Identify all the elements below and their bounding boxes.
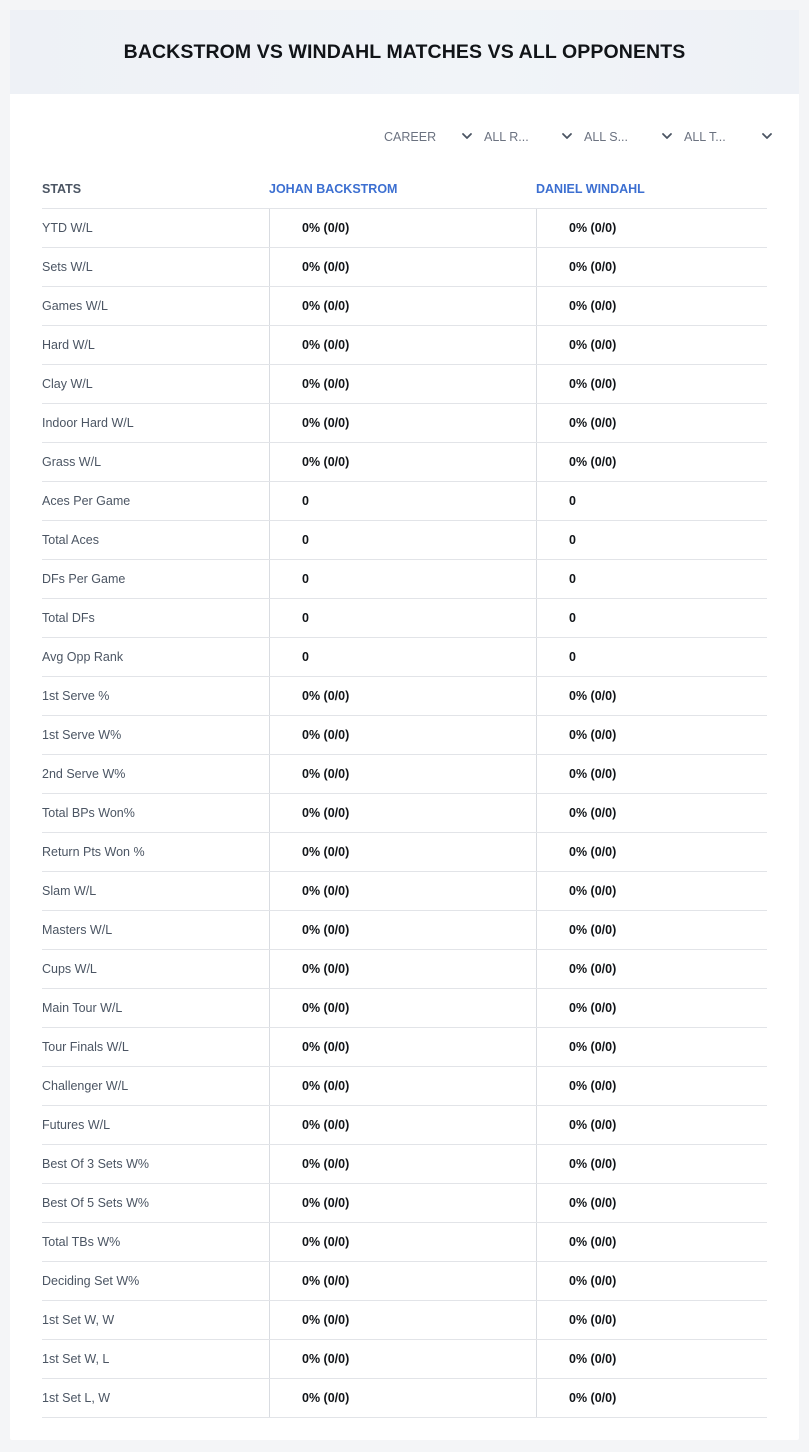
table-row — [42, 950, 767, 989]
player2-stat-value: 0% (0/0) — [536, 1262, 767, 1300]
player1-stat-value: 0 — [269, 638, 536, 676]
player1-stat-value: 0% (0/0) — [269, 1262, 536, 1300]
stat-label: Main Tour W/L — [42, 1001, 123, 1015]
player2-stat-value: 0% (0/0) — [536, 287, 767, 325]
stat-label: Total TBs W% — [42, 1235, 121, 1249]
player1-stat-value: 0 — [269, 482, 536, 520]
player2-stat-value: 0% (0/0) — [536, 1340, 767, 1378]
player1-stat-value: 0 — [269, 560, 536, 598]
player2-stat-value: 0% (0/0) — [536, 1379, 767, 1417]
stat-label: Aces Per Game — [42, 494, 131, 508]
table-row — [42, 248, 767, 287]
stat-label: 1st Set L, W — [42, 1391, 111, 1405]
player1-stat-value: 0% (0/0) — [269, 1379, 536, 1417]
player2-stat-value: 0% (0/0) — [536, 1223, 767, 1261]
stat-label: Games W/L — [42, 299, 108, 313]
table-header — [42, 170, 767, 208]
player2-stat-value: 0 — [536, 521, 767, 559]
player1-stat-value: 0% (0/0) — [269, 755, 536, 793]
filter-period-label: CAREER — [384, 130, 437, 144]
chevron-down-icon — [461, 130, 473, 142]
stat-label: Cups W/L — [42, 962, 97, 976]
player2-stat-value: 0% (0/0) — [536, 833, 767, 871]
table-row — [42, 872, 767, 911]
stat-label: Total DFs — [42, 611, 95, 625]
filter-round[interactable] — [475, 127, 575, 147]
player2-stat-value: 0% (0/0) — [536, 1028, 767, 1066]
player1-stat-value: 0% (0/0) — [269, 248, 536, 286]
player1-stat-value: 0% (0/0) — [269, 677, 536, 715]
stat-label: Avg Opp Rank — [42, 650, 124, 664]
table-row — [42, 989, 767, 1028]
filter-round-label: ALL R... — [484, 130, 529, 144]
stat-label: Slam W/L — [42, 884, 97, 898]
stat-label: DFs Per Game — [42, 572, 126, 586]
player2-stat-value: 0% (0/0) — [536, 326, 767, 364]
player1-stat-value: 0% (0/0) — [269, 326, 536, 364]
player1-column-header[interactable]: JOHAN BACKSTROM — [269, 182, 398, 196]
player2-stat-value: 0 — [536, 560, 767, 598]
player1-stat-value: 0% (0/0) — [269, 1067, 536, 1105]
table-row — [42, 482, 767, 521]
table-row — [42, 755, 767, 794]
table-row — [42, 1184, 767, 1223]
player2-stat-value: 0% (0/0) — [536, 1145, 767, 1183]
filter-surface-label: ALL S... — [584, 130, 629, 144]
player1-stat-value: 0% (0/0) — [269, 404, 536, 442]
card-header — [10, 10, 799, 94]
stat-label: Best Of 5 Sets W% — [42, 1196, 149, 1210]
player2-stat-value: 0% (0/0) — [536, 794, 767, 832]
table-row — [42, 911, 767, 950]
chevron-down-icon — [561, 130, 573, 142]
table-row — [42, 209, 767, 248]
player1-stat-value: 0% (0/0) — [269, 872, 536, 910]
player2-stat-value: 0% (0/0) — [536, 677, 767, 715]
player1-stat-value: 0% (0/0) — [269, 989, 536, 1027]
player1-stat-value: 0% (0/0) — [269, 1223, 536, 1261]
table-row — [42, 677, 767, 716]
player2-stat-value: 0% (0/0) — [536, 1301, 767, 1339]
player2-stat-value: 0 — [536, 638, 767, 676]
page-title: BACKSTROM VS WINDAHL MATCHES VS ALL OPPONENTS — [123, 40, 686, 63]
player1-stat-value: 0 — [269, 521, 536, 559]
stat-label: Tour Finals W/L — [42, 1040, 129, 1054]
stat-label: 1st Serve % — [42, 689, 110, 703]
player1-stat-value: 0% (0/0) — [269, 794, 536, 832]
player2-stat-value: 0 — [536, 482, 767, 520]
stat-label: Futures W/L — [42, 1118, 111, 1132]
player1-stat-value: 0% (0/0) — [269, 1184, 536, 1222]
stats-column-header: STATS — [42, 182, 82, 196]
player2-stat-value: 0% (0/0) — [536, 404, 767, 442]
stat-label: 1st Set W, W — [42, 1313, 115, 1327]
table-row — [42, 716, 767, 755]
filter-tournament-label: ALL T... — [684, 130, 726, 144]
player2-stat-value: 0% (0/0) — [536, 209, 767, 247]
table-row — [42, 833, 767, 872]
stat-label: Deciding Set W% — [42, 1274, 140, 1288]
stats-table — [42, 208, 767, 1418]
stat-label: Best Of 3 Sets W% — [42, 1157, 149, 1171]
stat-label: Grass W/L — [42, 455, 102, 469]
table-row — [42, 1028, 767, 1067]
player1-stat-value: 0 — [269, 599, 536, 637]
player2-column-header[interactable]: DANIEL WINDAHL — [536, 182, 645, 196]
table-row — [42, 326, 767, 365]
player2-stat-value: 0% (0/0) — [536, 365, 767, 403]
stat-label: 1st Set W, L — [42, 1352, 110, 1366]
player2-stat-value: 0% (0/0) — [536, 443, 767, 481]
filter-period[interactable] — [375, 127, 475, 147]
table-row — [42, 1262, 767, 1301]
player2-stat-value: 0% (0/0) — [536, 911, 767, 949]
table-row — [42, 1340, 767, 1379]
player1-stat-value: 0% (0/0) — [269, 287, 536, 325]
table-row — [42, 599, 767, 638]
player2-stat-value: 0% (0/0) — [536, 716, 767, 754]
player1-stat-value: 0% (0/0) — [269, 716, 536, 754]
player1-stat-value: 0% (0/0) — [269, 443, 536, 481]
table-row — [42, 287, 767, 326]
player2-stat-value: 0% (0/0) — [536, 248, 767, 286]
player2-stat-value: 0% (0/0) — [536, 755, 767, 793]
table-row — [42, 1106, 767, 1145]
table-row — [42, 794, 767, 833]
filter-surface[interactable] — [575, 127, 675, 147]
player1-stat-value: 0% (0/0) — [269, 1028, 536, 1066]
player2-stat-value: 0% (0/0) — [536, 1184, 767, 1222]
table-row — [42, 1223, 767, 1262]
player2-stat-value: 0% (0/0) — [536, 1067, 767, 1105]
table-row — [42, 560, 767, 599]
table-row — [42, 365, 767, 404]
table-row — [42, 404, 767, 443]
player2-stat-value: 0% (0/0) — [536, 950, 767, 988]
table-row — [42, 1067, 767, 1106]
player1-stat-value: 0% (0/0) — [269, 950, 536, 988]
player2-stat-value: 0% (0/0) — [536, 989, 767, 1027]
player2-stat-value: 0 — [536, 599, 767, 637]
table-row — [42, 1379, 767, 1418]
table-row — [42, 443, 767, 482]
stat-label: Challenger W/L — [42, 1079, 129, 1093]
stat-label: Total BPs Won% — [42, 806, 135, 820]
table-row — [42, 638, 767, 677]
player1-stat-value: 0% (0/0) — [269, 365, 536, 403]
table-row — [42, 1301, 767, 1340]
stat-label: Sets W/L — [42, 260, 93, 274]
player1-stat-value: 0% (0/0) — [269, 209, 536, 247]
chevron-down-icon — [761, 130, 773, 142]
stat-label: Indoor Hard W/L — [42, 416, 134, 430]
stat-label: Clay W/L — [42, 377, 93, 391]
table-row — [42, 1145, 767, 1184]
filter-tournament[interactable] — [675, 127, 775, 147]
stat-label: Masters W/L — [42, 923, 113, 937]
stat-label: Return Pts Won % — [42, 845, 145, 859]
player1-stat-value: 0% (0/0) — [269, 1340, 536, 1378]
filter-bar — [375, 127, 775, 147]
table-row — [42, 521, 767, 560]
player1-stat-value: 0% (0/0) — [269, 1301, 536, 1339]
stat-label: 2nd Serve W% — [42, 767, 126, 781]
chevron-down-icon — [661, 130, 673, 142]
player2-stat-value: 0% (0/0) — [536, 872, 767, 910]
stat-label: 1st Serve W% — [42, 728, 122, 742]
player1-stat-value: 0% (0/0) — [269, 1106, 536, 1144]
player1-stat-value: 0% (0/0) — [269, 1145, 536, 1183]
stat-label: Total Aces — [42, 533, 99, 547]
stats-card — [10, 10, 799, 1440]
player2-stat-value: 0% (0/0) — [536, 1106, 767, 1144]
player1-stat-value: 0% (0/0) — [269, 911, 536, 949]
stat-label: YTD W/L — [42, 221, 93, 235]
player1-stat-value: 0% (0/0) — [269, 833, 536, 871]
stat-label: Hard W/L — [42, 338, 95, 352]
